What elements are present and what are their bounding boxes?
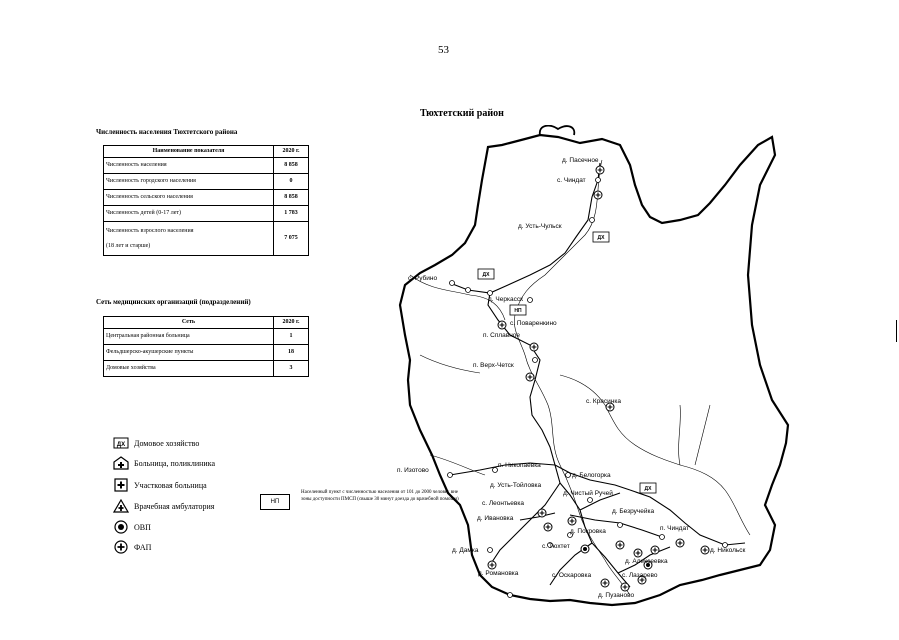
page-edge-mark xyxy=(896,320,897,342)
row-label: Домовые хозяйства xyxy=(104,361,274,377)
house-household-icon xyxy=(113,436,129,450)
settlement-label: д. Пузаново xyxy=(598,592,635,599)
household-marker-label: ДХ xyxy=(482,272,490,278)
network-table xyxy=(103,316,309,377)
settlement-label: с. Поваренкино xyxy=(510,320,557,327)
column-header: 2020 г. xyxy=(274,317,309,329)
settlement-label: с. Рубино xyxy=(408,275,438,282)
row-label: Численность населения xyxy=(104,158,274,174)
svg-text:ДХ: ДХ xyxy=(116,442,126,448)
fap-icon xyxy=(651,546,659,554)
settlement-label: д. Усть-Тойловка xyxy=(490,482,542,489)
outpatient-clinic-icon xyxy=(113,499,129,513)
row-label: Численность сельского населения xyxy=(104,190,274,206)
row-label-line: (18 лет и старше) xyxy=(106,242,151,249)
settlement-label: д. Алексеевка xyxy=(625,558,668,565)
hospital-icon xyxy=(113,456,129,470)
row-value: 7 075 xyxy=(274,222,309,256)
legend-label: ОВП xyxy=(134,522,151,532)
settlement-label: п. Сплавное xyxy=(483,332,521,339)
fap-icon xyxy=(488,561,496,569)
row-label: Численность городского населения xyxy=(104,174,274,190)
legend-item xyxy=(113,436,199,450)
fap-icon xyxy=(498,321,506,329)
settlement-label: д. Никольск xyxy=(710,547,746,554)
legend-label: Врачебная амбулатория xyxy=(134,501,215,511)
population-table xyxy=(103,145,309,256)
fap-icon xyxy=(616,541,624,549)
ovp-icon xyxy=(113,520,129,534)
household-marker-label: ДХ xyxy=(644,486,652,492)
fap-icon xyxy=(526,373,534,381)
table-row xyxy=(104,158,309,174)
legend-label: Больница, поликлиника xyxy=(134,458,216,468)
fap-icon xyxy=(530,343,538,351)
column-header: Сеть xyxy=(104,317,274,329)
fap-icon xyxy=(634,549,642,557)
district-map xyxy=(380,125,800,615)
row-value: 18 xyxy=(274,345,309,361)
legend-item xyxy=(113,499,214,513)
row-value: 0 xyxy=(274,174,309,190)
table-header-row xyxy=(104,317,309,329)
table-row xyxy=(104,345,309,361)
settlement-label: с. Тюхтет xyxy=(542,543,570,550)
legend-label: Домовое хозяйство xyxy=(134,438,200,448)
table-row xyxy=(104,206,309,222)
fap-icon xyxy=(596,166,604,174)
fap-icon xyxy=(621,583,629,591)
row-value: 1 xyxy=(274,329,309,345)
settlement-label: с. Лазарево xyxy=(622,572,658,579)
household-marker-label: ДХ xyxy=(597,235,605,241)
settlement-label: с. Оскаровка xyxy=(552,572,592,579)
fap-icon xyxy=(538,509,546,517)
settlement-label: д. Дамка xyxy=(452,547,479,554)
row-value: 8 858 xyxy=(274,158,309,174)
ovp-icon xyxy=(581,545,589,553)
district-hospital-icon xyxy=(113,478,129,492)
settlement-label: д. Ивановка xyxy=(477,515,514,522)
table-header-row xyxy=(104,146,309,158)
fap-icon xyxy=(701,546,709,554)
table-row xyxy=(104,361,309,377)
legend-item xyxy=(113,456,215,470)
settlement-label: с. Красинка xyxy=(586,398,621,405)
page-number: 53 xyxy=(438,44,449,56)
settlement-label: п. Никопаевка xyxy=(498,462,541,469)
map-title: Тюхтетский район xyxy=(420,108,504,119)
settlement-label: д. Покровка xyxy=(570,528,606,535)
settlement-label: д. Пасечное xyxy=(562,157,599,164)
settlement-label: с. Чиндат xyxy=(557,177,586,184)
fap-icon xyxy=(594,191,602,199)
row-label: Численность детей (0-17 лет) xyxy=(104,206,274,222)
legend-item xyxy=(113,478,207,492)
population-caption: Численность населения Тюхтетского района xyxy=(96,128,238,136)
np-marker-label: НП xyxy=(514,308,522,314)
legend-label: Участковая больница xyxy=(134,480,207,490)
fap-icon xyxy=(676,539,684,547)
fap-icon xyxy=(113,540,129,554)
table-row xyxy=(104,190,309,206)
table-row xyxy=(104,329,309,345)
settlement-label: д. Усть-Чульск xyxy=(518,223,562,230)
settlement-labels xyxy=(397,157,746,599)
settlement-label: д. Безручейка xyxy=(612,508,655,515)
table-row xyxy=(104,174,309,190)
settlement-label: п. Верх-Четск xyxy=(473,362,514,369)
column-header: 2020 г. xyxy=(274,146,309,158)
row-label: Фельдшерско-акушерские пункты xyxy=(104,345,274,361)
row-value: 3 xyxy=(274,361,309,377)
fap-icon xyxy=(601,579,609,587)
settlement-label: п. Изотово xyxy=(397,467,429,474)
np-legend-box: НП xyxy=(260,494,290,510)
fap-icon xyxy=(544,523,552,531)
table-row xyxy=(104,222,309,256)
fap-icon xyxy=(568,517,576,525)
settlement-label: д. Романовка xyxy=(478,570,519,577)
row-value: 1 783 xyxy=(274,206,309,222)
np-legend-text: Населенный пункт с численностью населения от 101 до 2000 человек вне зоны доступности ПМСП (свыше 30 минут доезда до врачебной помощи) xyxy=(301,490,459,502)
row-value: 8 858 xyxy=(274,190,309,206)
legend-item xyxy=(113,540,151,554)
settlement-label: с. Леонтьевка xyxy=(482,500,524,507)
network-caption: Сеть медицинских организаций (подразделений) xyxy=(96,298,251,306)
row-label-line: Численность взрослого населения xyxy=(106,227,194,234)
settlement-label: д. Чистый Ручей xyxy=(563,490,613,497)
row-label: Центральная районная больница xyxy=(104,329,274,345)
settlement-label: д. Белогорка xyxy=(572,472,611,479)
legend-item xyxy=(113,520,151,534)
settlement-label: д. Черкасск xyxy=(488,296,523,303)
roads xyxy=(450,163,745,587)
legend-label: ФАП xyxy=(134,542,152,552)
row-label xyxy=(104,222,274,256)
column-header: Наименование показателя xyxy=(104,146,274,158)
settlement-label: п. Чиндат xyxy=(660,525,689,532)
